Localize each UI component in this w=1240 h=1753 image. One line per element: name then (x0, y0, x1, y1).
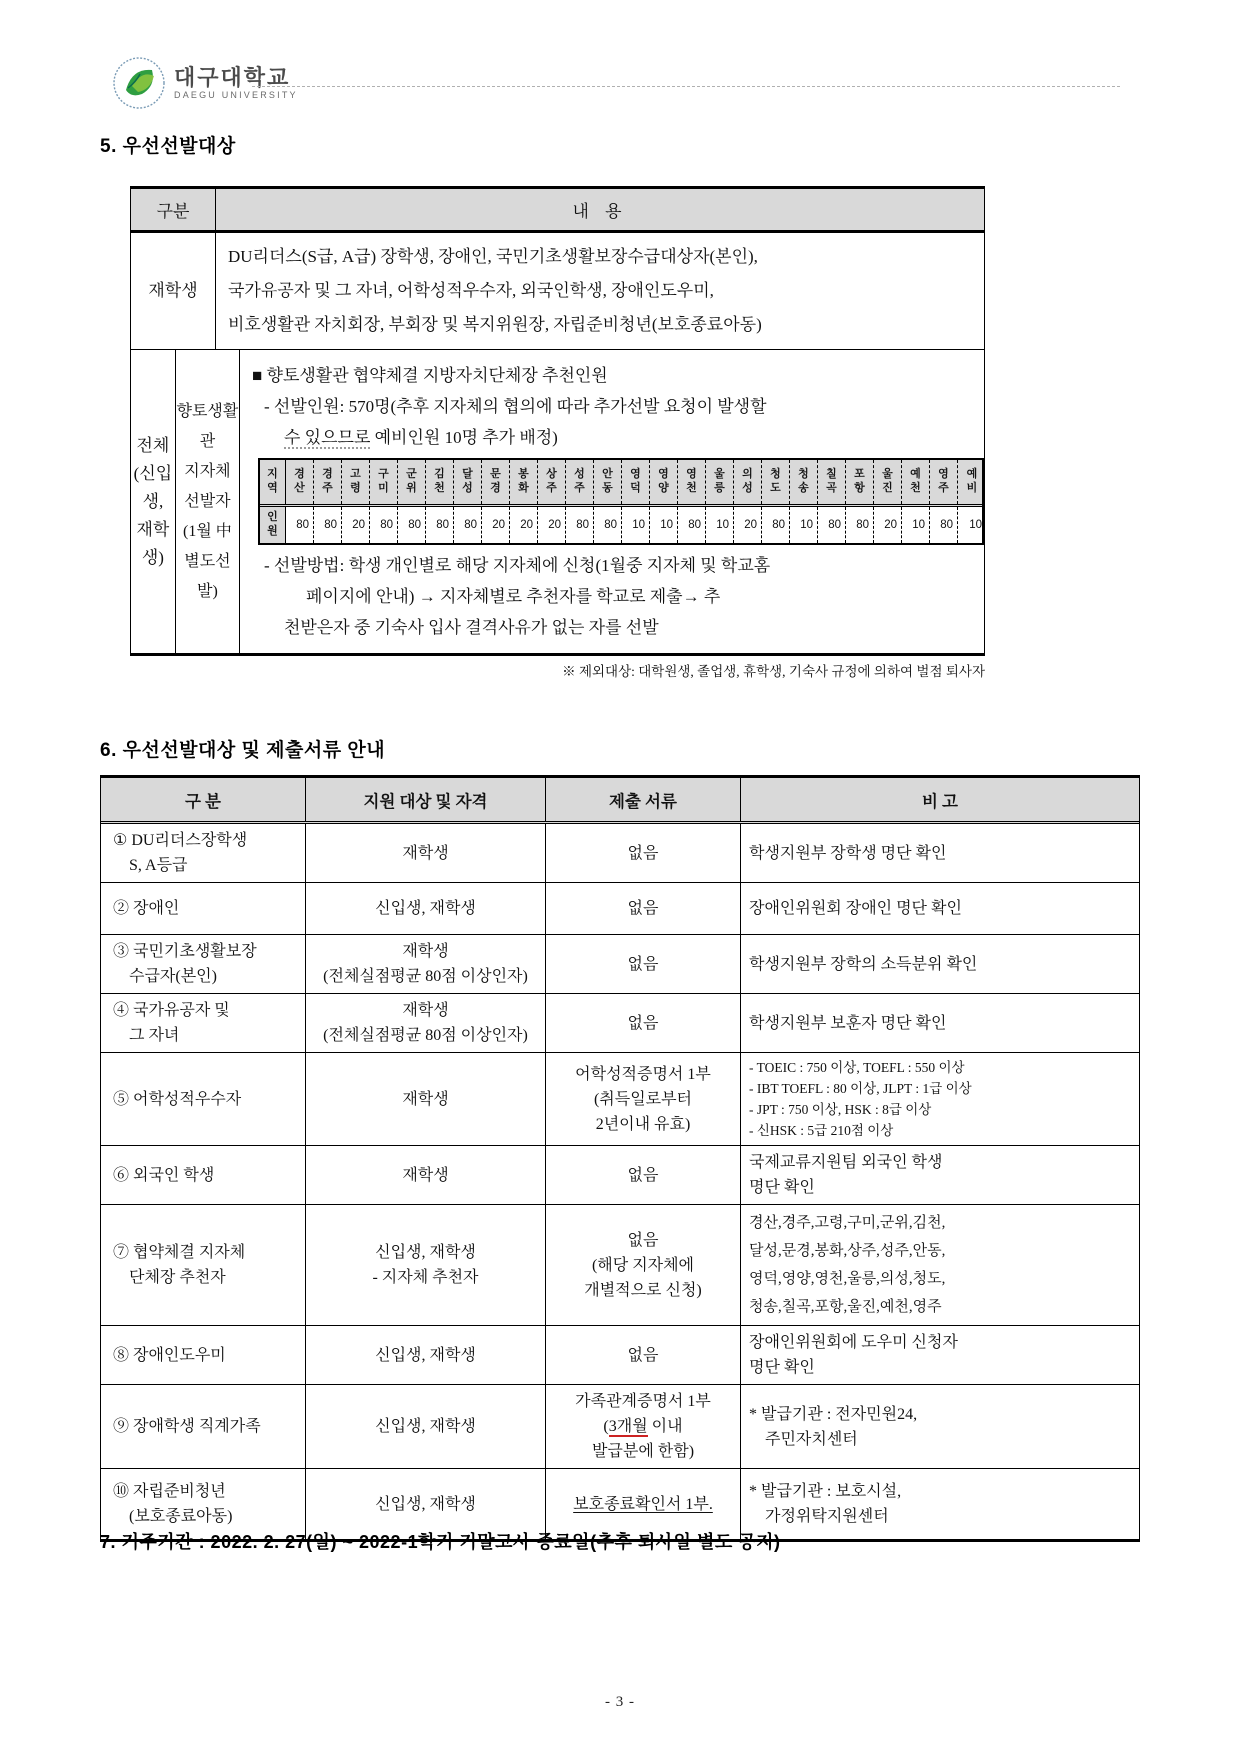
cell-line: 어학성적증명서 1부 (575, 1065, 711, 1083)
table-row (101, 1146, 1139, 1205)
section5-title: 5. 우선선발대상 (100, 136, 236, 157)
region-name-cell: 영천 (678, 460, 706, 504)
cell-line: 국가유공자 및 그 자녀, 어학성적우수자, 외국인학생, 장애인도우미, (228, 281, 714, 300)
region-name-cell: 울진 (874, 460, 902, 504)
table-header-row (101, 778, 1139, 824)
underlined-cell-line: 보호종료확인서 1부. (573, 1495, 713, 1513)
logo-title: 대구대학교 (174, 65, 291, 91)
cell-line: * 발급기관 : 전자민원24, (749, 1405, 918, 1423)
region-name-cell: 청도 (762, 460, 790, 504)
remark-cell (741, 1385, 1139, 1468)
cell-line: 없음 (627, 1231, 659, 1249)
region-count-cell: 80 (818, 507, 846, 543)
cell-line: (1월 中 (183, 522, 232, 540)
region-count-cell: 10 (622, 507, 650, 543)
cell-line: 별도선발) (184, 552, 231, 600)
target-cell (306, 1385, 546, 1468)
region-count-cell: 80 (762, 507, 790, 543)
cell-line: ⑤ 어학성적우수자 (113, 1090, 242, 1108)
bullet-line: ■ 향토생활관 협약체결 지방자치단체장 추천인원 (252, 366, 608, 385)
cell-line: 신입생, 재학생 (375, 1418, 476, 1435)
documents-cell (546, 1385, 741, 1468)
cell-line: 단체장 추천자 (129, 1269, 226, 1286)
region-header-row (260, 460, 982, 507)
cell-line: 재학생 (402, 1090, 449, 1108)
table-row-overall (131, 350, 984, 653)
header-cell-category: 구분 (131, 189, 216, 230)
count-label-cell: 인원 (260, 507, 286, 543)
cell-line: 재학생 (402, 943, 449, 960)
category-cell (101, 1146, 306, 1204)
table-row (101, 935, 1139, 994)
region-count-cell: 80 (678, 507, 706, 543)
subcategory-cell (176, 350, 240, 653)
cell-line: 2년이내 유효) (595, 1115, 691, 1133)
region-name-cell: 청송 (790, 460, 818, 504)
cell-line: - 신HSK : 5급 210점 이상 (749, 1123, 894, 1138)
region-count-cell: 10 (969, 519, 982, 531)
cell-line: - 지자체 추천자 (372, 1269, 479, 1286)
region-name-cell: 울릉 (706, 460, 734, 504)
documents-guide-table (100, 775, 1140, 1542)
region-count-cell: 20 (482, 507, 510, 543)
cell-line: 비호생활관 자치회장, 부회장 및 복지위원장, 자립준비청년(보호종료아동) (228, 315, 762, 334)
documents-cell (546, 1205, 741, 1325)
cell-line: 청송,칠곡,포항,울진,예천,영주 (749, 1299, 942, 1315)
cell-line: 없음 (627, 844, 659, 862)
cell-line: 달성,문경,봉화,상주,성주,안동, (749, 1243, 946, 1259)
cell-line: 재학생 (402, 1002, 449, 1019)
remark-cell (741, 1326, 1139, 1384)
documents-cell (546, 883, 741, 934)
category-cell (101, 935, 306, 993)
region-name-cell: 경산 (286, 460, 314, 504)
cell-line: 신입생, 재학생 (375, 1495, 476, 1513)
region-count-cell: 80 (426, 507, 454, 543)
documents-cell (546, 824, 741, 882)
region-allocation-table (258, 458, 984, 545)
documents-cell (546, 1326, 741, 1384)
documents-cell (546, 994, 741, 1052)
exclusion-note: ※ 제외대상: 대학원생, 졸업생, 휴학생, 기숙사 규정에 의하여 벌점 퇴사자 (562, 664, 985, 679)
cell-line: 신입생, 재학생 (375, 900, 476, 917)
selection-count-line2 (248, 422, 984, 453)
logo-subtitle: DAEGU UNIVERSITY (174, 89, 298, 100)
cell-line: 국제교류지원팀 외국인 학생 (749, 1154, 943, 1171)
cell-line: 장애인위원회에 도우미 신청자 (749, 1334, 958, 1351)
target-cell (306, 883, 546, 934)
target-cell (306, 1205, 546, 1325)
cell-line: 지자체 (184, 462, 231, 480)
cell-line: 가정위탁지원센터 (765, 1508, 889, 1525)
cell-line: 주민자치센터 (765, 1430, 858, 1448)
method-line: 페이지에 안내) → 지자체별로 추천자를 학교로 제출→ 추 (306, 587, 721, 606)
region-name-cell: 성주 (566, 460, 594, 504)
target-cell (306, 994, 546, 1052)
table-row (101, 1053, 1139, 1146)
region-count-cell: 20 (874, 507, 902, 543)
cell-line: 전체 (136, 435, 170, 455)
region-name-cell: 달성 (454, 460, 482, 504)
cell-line: 없음 (627, 1346, 659, 1364)
remark-cell (741, 1146, 1139, 1204)
cell-line: (취득일로부터 (593, 1090, 693, 1108)
region-name-cell: 고령 (342, 460, 370, 504)
region-name-cell: 의성 (734, 460, 762, 504)
category-cell (101, 994, 306, 1052)
region-name-cell: 경주 (314, 460, 342, 504)
remark-cell (741, 994, 1139, 1052)
region-count-cell: 80 (454, 507, 482, 543)
header-cell-content: 내 용 (572, 202, 628, 221)
category-cell (101, 1053, 306, 1145)
region-name-cell: 예천 (902, 460, 930, 504)
cell-line: ③ 국민기초생활보장 (113, 943, 257, 960)
cell-line: 개별적으로 신청) (584, 1281, 702, 1299)
cell-line: DU리더스(S급, A급) 장학생, 장애인, 국민기초생활보장수급대상자(본인), (228, 247, 758, 266)
table-row (101, 824, 1139, 883)
cell-line: ① DU리더스장학생 (113, 832, 248, 849)
cell-line: 선발자 (184, 492, 231, 510)
cell-line: 없음 (627, 1166, 659, 1184)
category-cell (101, 883, 306, 934)
category-cell (101, 1385, 306, 1468)
cell-line: 영덕,영양,영천,울릉,의성,청도, (749, 1271, 946, 1287)
remark-cell (741, 1469, 1139, 1539)
cell-line: (전체실점평균 80점 이상인자) (323, 968, 528, 985)
header-cell: 지원 대상 및 자격 (306, 778, 546, 821)
cell-line: 명단 확인 (749, 1359, 815, 1376)
cell-line: ⑥ 외국인 학생 (113, 1166, 215, 1184)
line-text: 예비인원 10명 추가 배정) (370, 428, 558, 447)
content-cell (240, 350, 984, 653)
cell-line: 없음 (627, 900, 659, 917)
cell-line: 명단 확인 (749, 1179, 815, 1196)
region-count-cell: 20 (510, 507, 538, 543)
cell-line: ⑧ 장애인도우미 (113, 1346, 226, 1364)
cell-line: (신입생, (133, 463, 173, 511)
cell-line: 재학생 (402, 1166, 449, 1184)
header-cell: 구 분 (101, 778, 306, 821)
cell-line: 수급자(본인) (129, 968, 217, 985)
priority-selection-table (130, 186, 985, 656)
cell-line: (3개월 이내 (603, 1418, 683, 1435)
target-cell (306, 935, 546, 993)
region-name-cell: 영덕 (622, 460, 650, 504)
remark-cell (741, 1053, 1139, 1145)
region-name-cell: 영주 (930, 460, 958, 504)
table-row (101, 1326, 1139, 1385)
table-row (101, 1385, 1139, 1469)
region-label-cell: 지역 (260, 460, 286, 504)
spellcheck-marked-text: 수 있으므로 (284, 428, 371, 447)
header-cell: 비 고 (921, 791, 958, 811)
method-line: 천받은자 중 기숙사 입사 결격사유가 없는 자를 선발 (284, 618, 659, 637)
target-cell (306, 1053, 546, 1145)
region-count-cell: 10 (790, 507, 818, 543)
region-name-cell: 군위 (398, 460, 426, 504)
table-row (101, 883, 1139, 935)
category-cell (101, 1326, 306, 1384)
region-count-row (260, 507, 982, 543)
cell-line: - JPT : 750 이상, HSK : 8급 이상 (749, 1102, 932, 1117)
cell-line: 발급분에 한함) (591, 1443, 695, 1460)
cell-line: * 발급기관 : 보호시설, (749, 1483, 902, 1500)
region-count-cell: 80 (930, 507, 958, 543)
cell-line: 없음 (627, 955, 659, 973)
cell-line: - TOEIC : 750 이상, TOEFL : 550 이상 (749, 1060, 965, 1075)
selection-count-line: - 선발인원: 570명(추후 지자체의 협의에 따라 추가선발 요청이 발생할 (264, 397, 767, 416)
region-count-cell: 20 (342, 507, 370, 543)
cell-line: (전체실점평균 80점 이상인자) (323, 1027, 528, 1044)
cell-line: S, A등급 (129, 857, 188, 874)
section6-title: 6. 우선선발대상 및 제출서류 안내 (100, 740, 386, 761)
cell-line: 학생지원부 장학의 소득분위 확인 (749, 955, 978, 973)
region-count-cell: 10 (706, 507, 734, 543)
cell-line: (보호종료아동) (129, 1508, 233, 1525)
region-name-cell: 포항 (846, 460, 874, 504)
header-cell: 제출 서류 (546, 778, 741, 821)
documents-cell (546, 1053, 741, 1145)
remark-cell (741, 883, 1139, 934)
region-count-cell: 80 (594, 507, 622, 543)
cell-line: 신입생, 재학생 (375, 1244, 476, 1261)
target-cell (306, 1146, 546, 1204)
region-count-cell: 20 (538, 507, 566, 543)
red-underlined-text: 3개월 (608, 1418, 648, 1435)
category-cell (131, 350, 176, 653)
category-cell: 재학생 (131, 233, 216, 349)
region-count-cell: 80 (286, 507, 314, 543)
region-count-cell: 80 (846, 507, 874, 543)
remark-cell (741, 1205, 1139, 1325)
section7-residence-period: 7. 거주기간 : 2022. 2. 27(일) ~ 2022-1학기 기말고사 종료일(추후 퇴사일 별도 공지) (100, 1532, 781, 1552)
cell-line: 학생지원부 장학생 명단 확인 (749, 844, 947, 862)
cell-line: 재학생) (136, 519, 170, 567)
cell-line: 학생지원부 보훈자 명단 확인 (749, 1014, 947, 1032)
region-name-cell: 안동 (594, 460, 622, 504)
region-name-cell: 봉화 (510, 460, 538, 504)
category-cell (101, 1205, 306, 1325)
region-name-cell: 구미 (370, 460, 398, 504)
region-name-cell: 김천 (426, 460, 454, 504)
region-name-cell: 문경 (482, 460, 510, 504)
cell-line: ⑦ 협약체결 지자체 (113, 1244, 246, 1261)
remark-cell (741, 824, 1139, 882)
remark-cell (741, 935, 1139, 993)
region-name-cell: 상주 (538, 460, 566, 504)
cell-line: 없음 (627, 1014, 659, 1032)
page-number: - 3 - (605, 1694, 635, 1710)
table-row-enrolled (131, 233, 984, 350)
cell-line: 경산,경주,고령,구미,군위,김천, (749, 1215, 946, 1231)
category-cell (101, 824, 306, 882)
cell-line: 재학생 (402, 844, 449, 862)
cell-line: (해당 지자체에 (591, 1256, 695, 1274)
table-row (101, 1205, 1139, 1326)
cell-line: ⑩ 자립준비청년 (113, 1483, 226, 1500)
cell-line: 가족관계증명서 1부 (575, 1393, 711, 1410)
region-name-cell: 영양 (650, 460, 678, 504)
cell-line: ② 장애인 (113, 900, 180, 917)
university-logo-icon (112, 56, 166, 110)
documents-cell (546, 935, 741, 993)
target-cell (306, 1326, 546, 1384)
cell-line: 향토생활관 (176, 402, 239, 450)
content-cell (216, 233, 984, 349)
region-name-cell: 칠곡 (818, 460, 846, 504)
documents-cell (546, 1146, 741, 1204)
cell-line: 신입생, 재학생 (375, 1346, 476, 1364)
cell-line: 그 자녀 (129, 1027, 180, 1044)
region-name-cell: 예비 (966, 468, 978, 494)
university-logo (112, 56, 298, 110)
target-cell (306, 824, 546, 882)
header-divider (252, 86, 1120, 87)
cell-line: ⑨ 장애학생 직계가족 (113, 1418, 261, 1435)
table-row (101, 994, 1139, 1053)
region-count-cell: 20 (734, 507, 762, 543)
table-header-row (131, 189, 984, 233)
region-count-cell: 80 (314, 507, 342, 543)
region-count-cell: 80 (398, 507, 426, 543)
region-count-cell: 80 (566, 507, 594, 543)
cell-line: 장애인위원회 장애인 명단 확인 (749, 900, 962, 917)
cell-line: - IBT TOEFL : 80 이상, JLPT : 1급 이상 (749, 1081, 972, 1096)
region-count-cell: 80 (370, 507, 398, 543)
region-count-cell: 10 (902, 507, 930, 543)
method-line: - 선발방법: 학생 개인별로 해당 지자체에 신청(1월중 지자체 및 학교홈 (264, 556, 771, 575)
region-count-cell: 10 (650, 507, 678, 543)
cell-line: ④ 국가유공자 및 (113, 1002, 230, 1019)
